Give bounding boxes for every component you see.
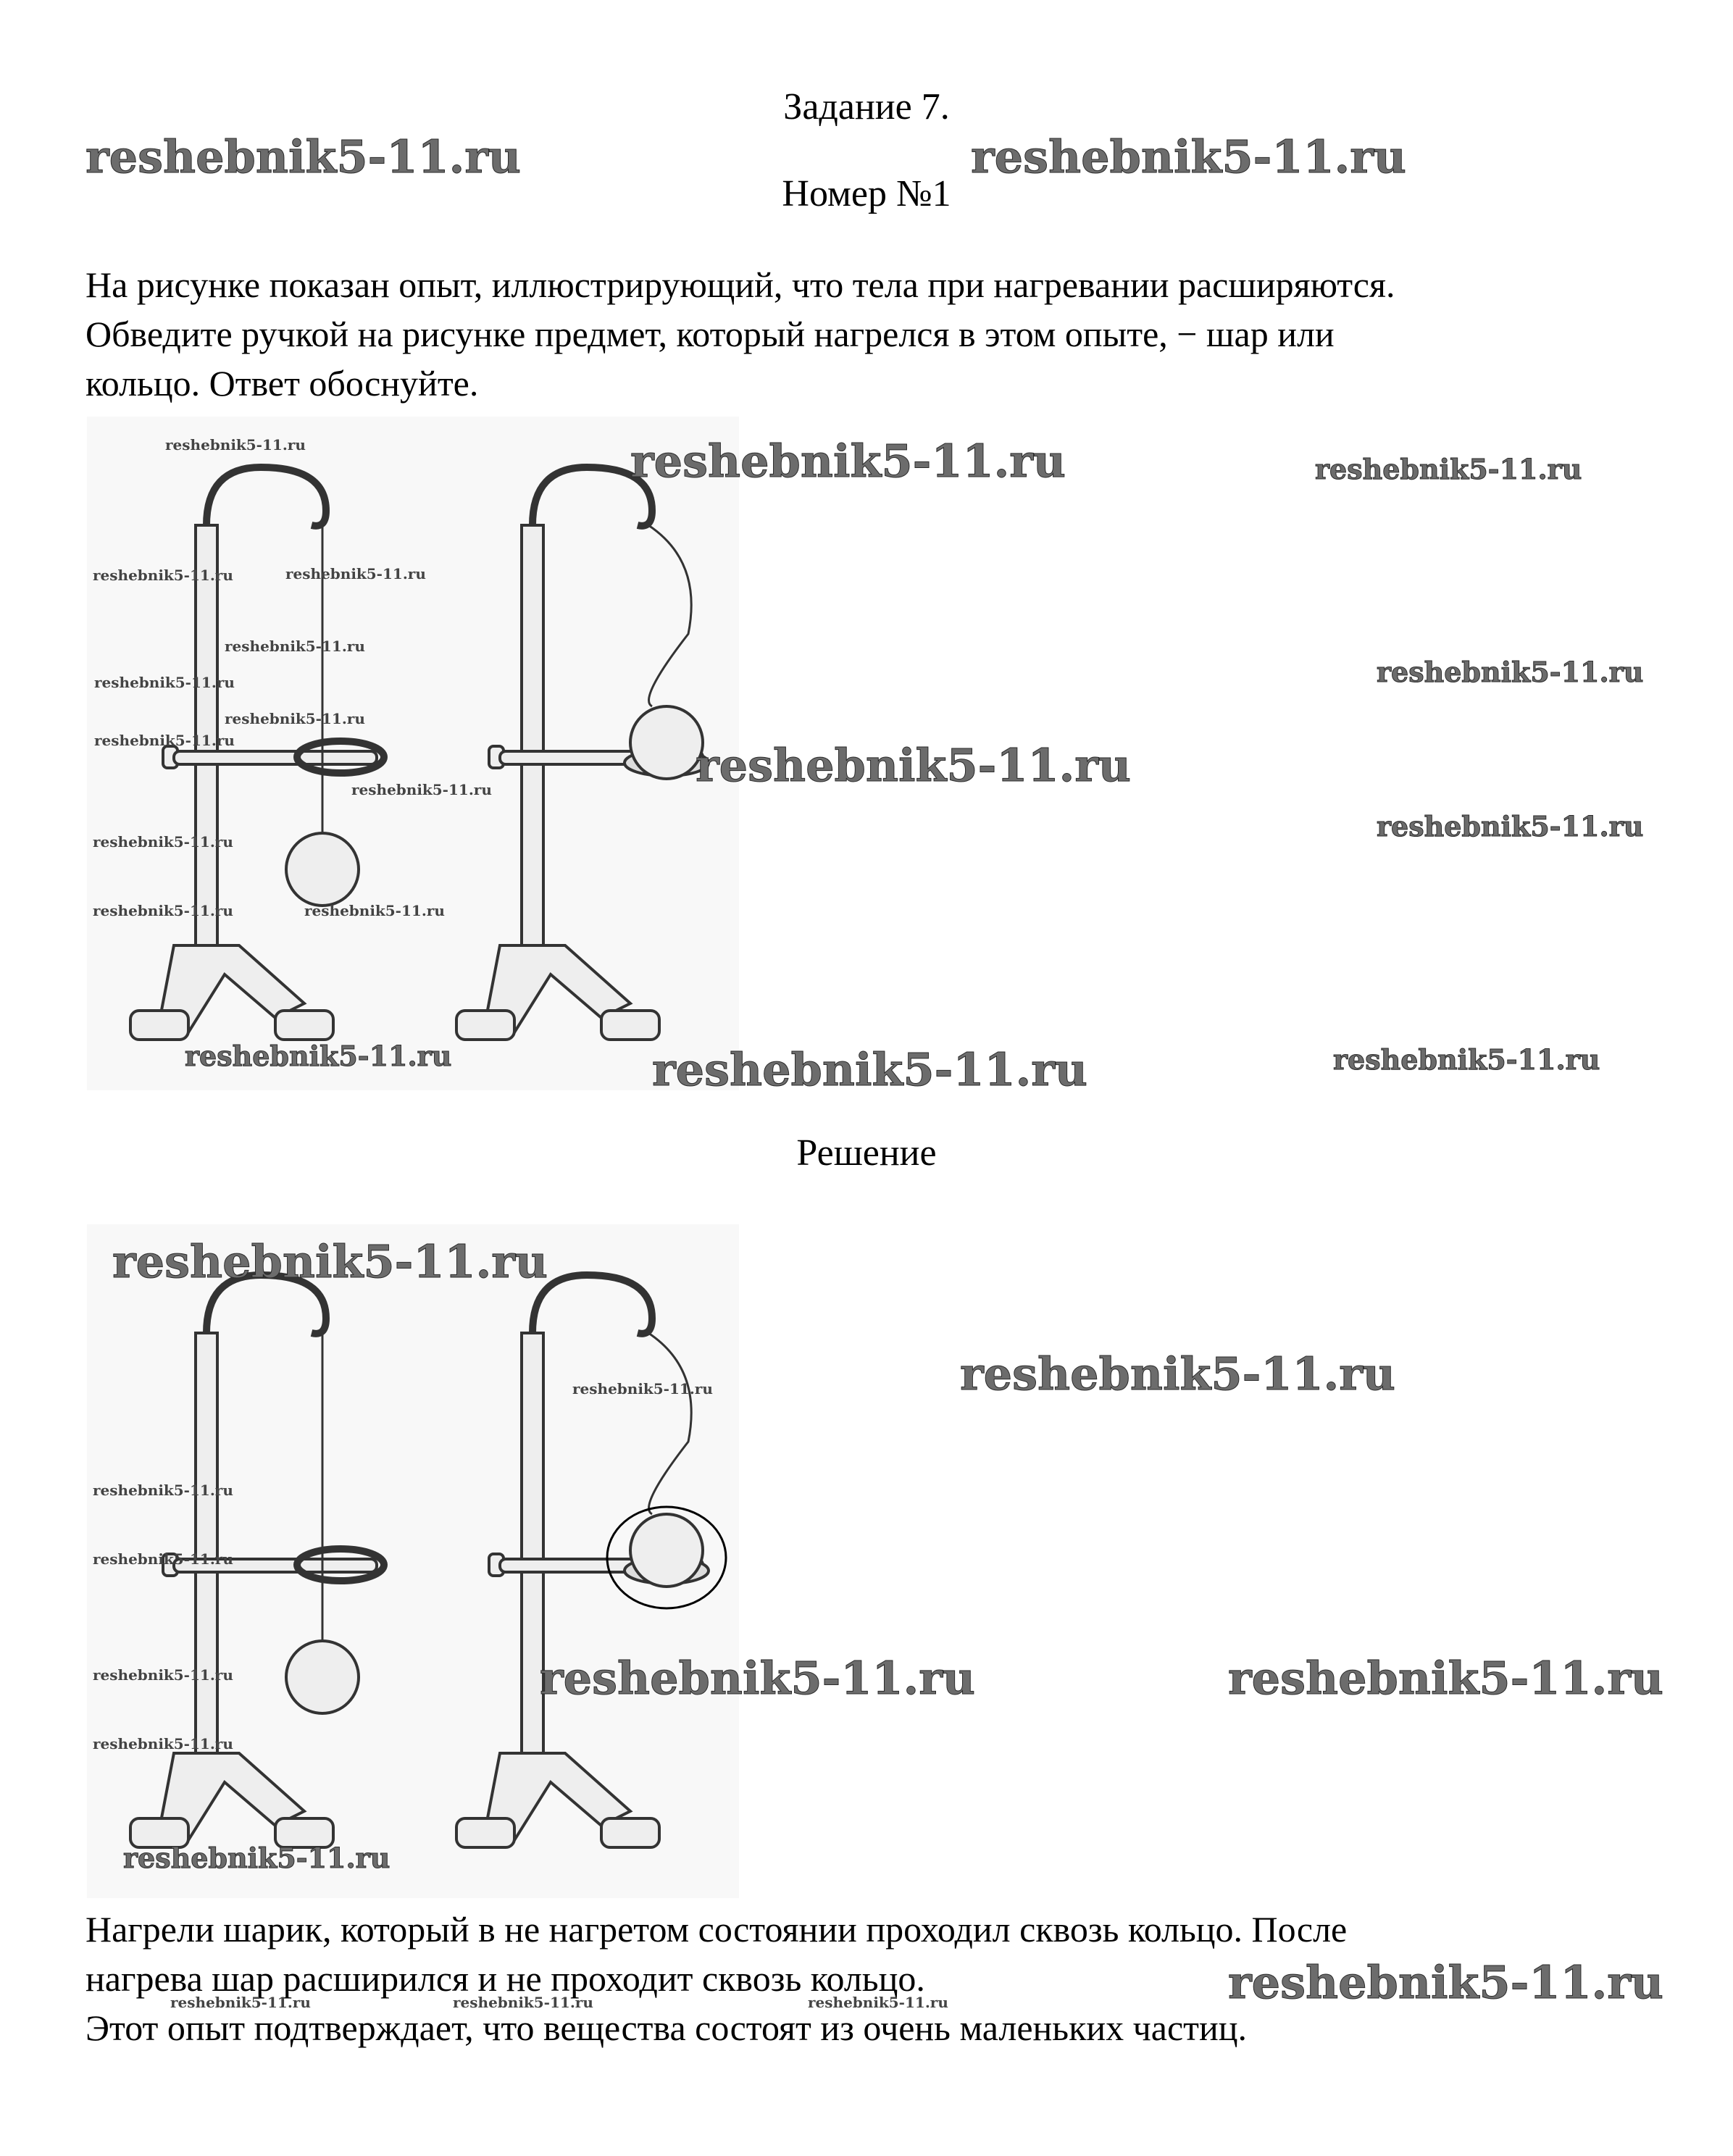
watermark: reshebnik5-11.ru [1333,1043,1600,1076]
watermark: reshebnik5-11.ru [225,638,365,655]
watermark: reshebnik5-11.ru [1228,1652,1663,1705]
watermark: reshebnik5-11.ru [808,1994,948,2011]
watermark: reshebnik5-11.ru [185,1040,452,1072]
question-line-1: На рисунке показан опыт, иллюстрирующий, что тела при нагревании расширяются. [85,264,1395,305]
task-number: Номер №1 [782,173,951,214]
solution-heading: Решение [796,1132,937,1174]
watermark: reshebnik5-11.ru [94,674,235,691]
watermark: reshebnik5-11.ru [453,1994,593,2011]
watermark: reshebnik5-11.ru [112,1235,548,1288]
watermark: reshebnik5-11.ru [93,567,233,584]
watermark: reshebnik5-11.ru [93,833,233,851]
watermark: reshebnik5-11.ru [123,1842,391,1874]
watermark: reshebnik5-11.ru [1228,1956,1663,2009]
solution-line-1: Нагрели шарик, который в не нагретом состоянии проходил сквозь кольцо. После [85,1909,1348,1950]
watermark: reshebnik5-11.ru [93,1735,233,1752]
watermark: reshebnik5-11.ru [94,732,235,749]
question-line-2: Обведите ручкой на рисунке предмет, который нагрелся в этом опыте, − шар или [85,314,1335,354]
watermark: reshebnik5-11.ru [85,130,521,183]
watermark: reshebnik5-11.ru [1315,453,1582,485]
watermark: reshebnik5-11.ru [165,436,306,454]
experiment-figure [87,417,739,1090]
watermark: reshebnik5-11.ru [93,1550,233,1568]
watermark: reshebnik5-11.ru [93,902,233,919]
watermark: reshebnik5-11.ru [285,565,426,582]
watermark: reshebnik5-11.ru [572,1380,713,1397]
watermark: reshebnik5-11.ru [971,130,1406,183]
watermark: reshebnik5-11.ru [1377,656,1644,688]
watermark: reshebnik5-11.ru [351,781,492,798]
watermark: reshebnik5-11.ru [630,435,1066,488]
watermark: reshebnik5-11.ru [93,1482,233,1499]
watermark: reshebnik5-11.ru [1377,810,1644,843]
watermark: reshebnik5-11.ru [960,1348,1395,1400]
solution-line-2: нагрева шар расширился и не проходит сквозь кольцо. [85,1958,925,1999]
question-line-3: кольцо. Ответ обоснуйте. [85,363,479,404]
task-title: Задание 7. [783,86,950,128]
watermark: reshebnik5-11.ru [170,1994,311,2011]
watermark: reshebnik5-11.ru [225,710,365,727]
watermark: reshebnik5-11.ru [652,1043,1087,1096]
watermark: reshebnik5-11.ru [93,1666,233,1684]
watermark: reshebnik5-11.ru [696,739,1131,792]
watermark: reshebnik5-11.ru [540,1652,975,1705]
watermark: reshebnik5-11.ru [304,902,445,919]
solution-line-3: Этот опыт подтверждает, что вещества состоят из очень маленьких частиц. [85,2007,1248,2048]
